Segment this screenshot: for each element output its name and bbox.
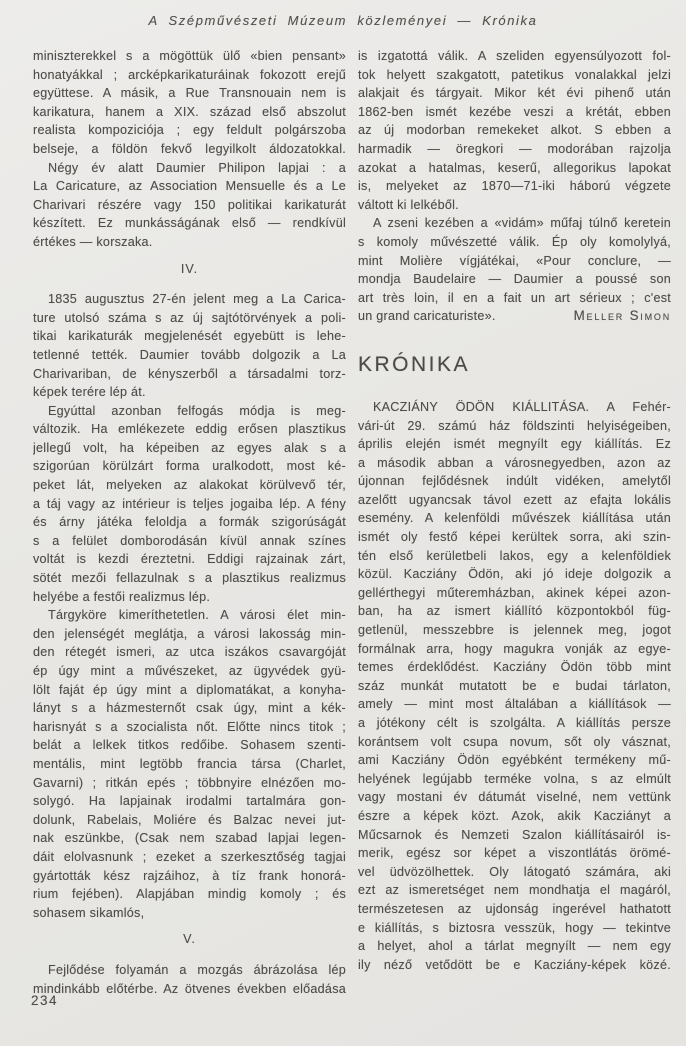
text-line: Charivariban, de kényszerből a társadalmi torz- (33, 366, 346, 381)
text-line: a jótékony célt is szolgálta. A kiállítás persze (358, 716, 671, 730)
text-line: Egyúttal azonban felfogás módja is meg- (48, 403, 346, 418)
text-line: dáit elolvasnunk ; ezeket a szerkesztőség tagjai (33, 849, 346, 864)
text-line: korántsem volt csupa novum, sőt oly vásznat, (358, 734, 671, 749)
text-line: formálnak arra, hogy magukra vonják az egye- (358, 641, 671, 656)
chapter-heading: KRÓNIKA (358, 352, 471, 376)
text-line: Fejlődése folyamán a mozgás ábrázolása lép (48, 962, 346, 977)
text-line: tikai karikaturák megjelenését egyebütt is lehe- (33, 329, 346, 344)
paragraph (358, 214, 671, 326)
text-line: vári-út 29. számú ház földszinti helyiségeiben, (358, 418, 671, 433)
text-line: Tárgyköre kimeríthetetlen. A városi élet min- (48, 608, 346, 623)
text-line: Charivari részére vagy 150 politikai karikaturát (33, 197, 346, 212)
text-line: gellérthegyi műteremházban, akinek képei azon- (358, 585, 671, 600)
text-line: tok helyett szakgatott, patetikus vonalakkal jelzi (358, 67, 671, 82)
text-line: art très loin, il en a fait un art sérieux ; c'est (358, 290, 671, 305)
text-line: változik. Ha emlékezete eddig erősen plasztikus (33, 422, 346, 437)
right-column (358, 47, 671, 974)
text-line: peket lát, melyeken az alakokat körülvevő tér, (33, 478, 346, 493)
left-column (33, 47, 346, 998)
text-line: észre a képek közt. Azok, akik Kacziányt a (358, 808, 671, 823)
text-line: helyének legújabb terméke volna, s az elmúlt (358, 771, 671, 786)
paragraph (33, 290, 346, 402)
text-line: természetesen az ujdonság ingerével hathatott (358, 901, 671, 916)
text-line: La Caricature, az Association Mensuelle és a Le (33, 179, 346, 194)
text-line: voltát is kezdi éreztetni. Eddigi rajzainak zárt, (33, 552, 346, 567)
text-line: den rétegét ismeri, az utca iszákos csavargóját (33, 645, 346, 660)
paragraph (33, 47, 346, 159)
text-line: merik, egész sor képet a viszontlátás örömé- (358, 846, 671, 861)
text-line: karikatura, hanem a XIX. század első abszolut (33, 104, 346, 119)
text-line: és árny játéka feloldja a formák szigorúságát (33, 515, 346, 530)
text-line: nak eszünkbe, (Csak nem szabad lapjai legen- (33, 831, 346, 846)
text-line: képek terére lép át. (33, 385, 146, 400)
text-line: együttese. A másik, a Rue Transnouain nem is (33, 86, 346, 101)
text-line: 1835 augusztus 27-én jelent meg a La Carica- (48, 292, 346, 307)
text-line: a táj vagy az intérieur is teljes jogaiba lép. A fény (33, 496, 346, 511)
text-line: Négy év alatt Daumier Philipon lapjai : a (48, 160, 346, 175)
author-signature: Meller Simon (573, 308, 671, 324)
text-line: értékes — korszaka. (33, 234, 153, 249)
text-line: április elején ismét megnyílt egy kiállítás. Ez (358, 437, 671, 452)
text-line: lölt faját ép úgy mint a diplomatákat, a konyha- (33, 682, 346, 697)
text-line: száz munkát mutatott be e budai tárlaton, (358, 678, 671, 693)
text-line: ép úgy mint a művészeket, az ügyvédek gyü- (33, 664, 346, 678)
text-line: ture utolsó száma s az új sajtótörvények a poli- (33, 310, 346, 325)
running-header: A Szépművészeti Múzeum közleményei — Krónika (148, 13, 538, 28)
text-line: is, melyeket az 1870—71-iki háború végzete (358, 179, 671, 194)
text-line: s komoly művészetté válik. Ép oly komolylyá, (358, 234, 671, 249)
text-line: sötét mezői fellazulnak s a plasztikus realizmus (33, 571, 346, 586)
text-line: temes érdeklődést. Kacziány Ödön több mint (358, 660, 671, 675)
text-line: ban, ha az ismert kiállító központokból füg- (358, 604, 671, 619)
text-line: jellegű volt, ha képeiben az egyes alak s a (33, 440, 346, 455)
text-line: Műcsarnok és Nemzeti Szalon kiállításairól is- (358, 827, 671, 842)
text-line: rium fejében). Alapjában mindig komoly ; és (33, 887, 346, 902)
text-line: s a felület domborodásán kívül annak színes (33, 533, 346, 548)
text-line: realista kompoziciója ; egy feldult polgárszoba (33, 123, 346, 138)
text-line: gyártották kész rajzáihoz, à tíz frank honorá- (33, 868, 346, 883)
text-line: közül. Kacziány Ödön, aki jó ideje dolgozik a (358, 567, 671, 582)
text-line: váltott ki lelkéből. (358, 197, 459, 212)
section-heading: V. (183, 932, 196, 947)
section-heading: IV. (180, 261, 199, 276)
text-line: ismét oly festő képei kerültek sorra, aki szin- (358, 530, 671, 545)
text-line: esemény. A kelenföldi művészek kiállítása után (358, 511, 671, 526)
text-line: belseje, a földön fekvő legyilkolt áldozatokkal. (33, 141, 346, 156)
text-line: dolunk, Rabelais, Moliére és Balzac nevei jut- (33, 812, 346, 827)
text-line: azokat a hatalmas, keserű, allegorikus lapokat (358, 160, 671, 175)
text-line: miniszterekkel s a mögöttük ülő «bien pensant» (33, 49, 346, 63)
text-line: készített. Ez munkásságának első — rendkívül (33, 216, 346, 231)
text-line: a helyet, ahol a tárlat megnyílt — nem egy (358, 939, 671, 954)
text-line: sohasem sikamlós, (33, 905, 145, 920)
text-line: den jelenségét meglátja, a városi lakosság min- (33, 626, 346, 641)
text-line: ezt az ismeretséget nem mondhatja el magáról, (358, 883, 671, 898)
text-line: solygó. Ha lapjainak irodalmi tartalmára gon- (33, 794, 346, 809)
text-line: KACZIÁNY ÖDÖN KIÁLLITÁSA. A Fehér- (373, 399, 671, 414)
paragraph (33, 606, 346, 922)
text-line: amely — mint most általában a kiállítások — (358, 697, 671, 712)
text-line: vagy mostani év dátumát viselné, nem vettünk (358, 790, 671, 805)
text-line: mondja Baudelaire — Daumier a poussé son (358, 272, 671, 287)
paragraph (358, 398, 671, 974)
text-line: Gavarni) ; ritkán epés ; többnyire elnézően mo- (33, 775, 346, 790)
text-line: harisnyát s a szocialista nőt. Előtte nincs titok ; (33, 719, 346, 734)
text-line: újonnan fejlődésnek indúlt vidéken, amelytől (358, 474, 671, 489)
text-line: ily néző vetődött be e Kacziány-képek közé. (358, 957, 671, 972)
text-line: helyébe a festői realizmus lép. (33, 589, 211, 604)
text-line: az új modorban remekeket alkot. S ebben a (358, 123, 671, 138)
text-line: vel üdvözölhettek. Oly látogató számára, aki (358, 864, 671, 879)
text-line: e kiállítás, s biztosra vesszük, hogy — tekintve (358, 920, 671, 935)
text-line: alakjait és tárgyait. Mikor két évi pihenő után (358, 86, 671, 101)
text-line: tén első kerületbeli lakos, egy a kelenföldiek (358, 548, 671, 563)
text-line: getlenül, messzebbre is jelennek meg, jogot (358, 623, 671, 638)
text-line: azelőtt ugyancsak távol ezett az efajta lokális (358, 492, 671, 507)
text-line: a második abban a városnegyedben, azon az (358, 455, 671, 470)
signature-line (358, 307, 671, 326)
text-line: 1862-ben ismét kezébe veszi a krétát, ebben (358, 104, 671, 119)
paragraph (33, 159, 346, 252)
text-line: mindinkább előtérbe. Az ötvenes években előadása (33, 981, 346, 996)
text-line: szigorúan körülzárt forma uralkodott, most ké- (33, 459, 346, 474)
text-line: honatyákkal ; arcképkarikaturáinak fokozott erejű (33, 67, 346, 82)
text-line: ami Kacziány Ödön egyébként termékeny mű- (358, 753, 671, 768)
text-line: mentális, mint legtöbb francia társa (Charlet, (33, 756, 346, 771)
text-line: A zseni kezében a «vidám» műfaj túlnő keretein (373, 216, 671, 231)
paragraph (33, 961, 346, 998)
text-line: tetlenné tették. Daumier tovább dolgozik a La (33, 347, 346, 362)
text-line: mint Molière vígjátékai, «Pour conclure, — (358, 253, 671, 268)
text-line: belát a lelkek titkos redőibe. Sohasem szenti- (33, 738, 346, 753)
paragraph (33, 402, 346, 607)
signature-line-text: un grand caricaturiste». (358, 309, 496, 324)
page-number: 234 (31, 993, 59, 1008)
text-line: harmadik — öregkori — modorában rajzolja (358, 141, 671, 156)
text-line: lányt s a házmesternőt csak úgy, mint a kék- (33, 701, 346, 716)
text-line: is izgatottá válik. A szeliden egyensúlyozott fol- (358, 49, 671, 63)
paragraph (358, 47, 671, 214)
